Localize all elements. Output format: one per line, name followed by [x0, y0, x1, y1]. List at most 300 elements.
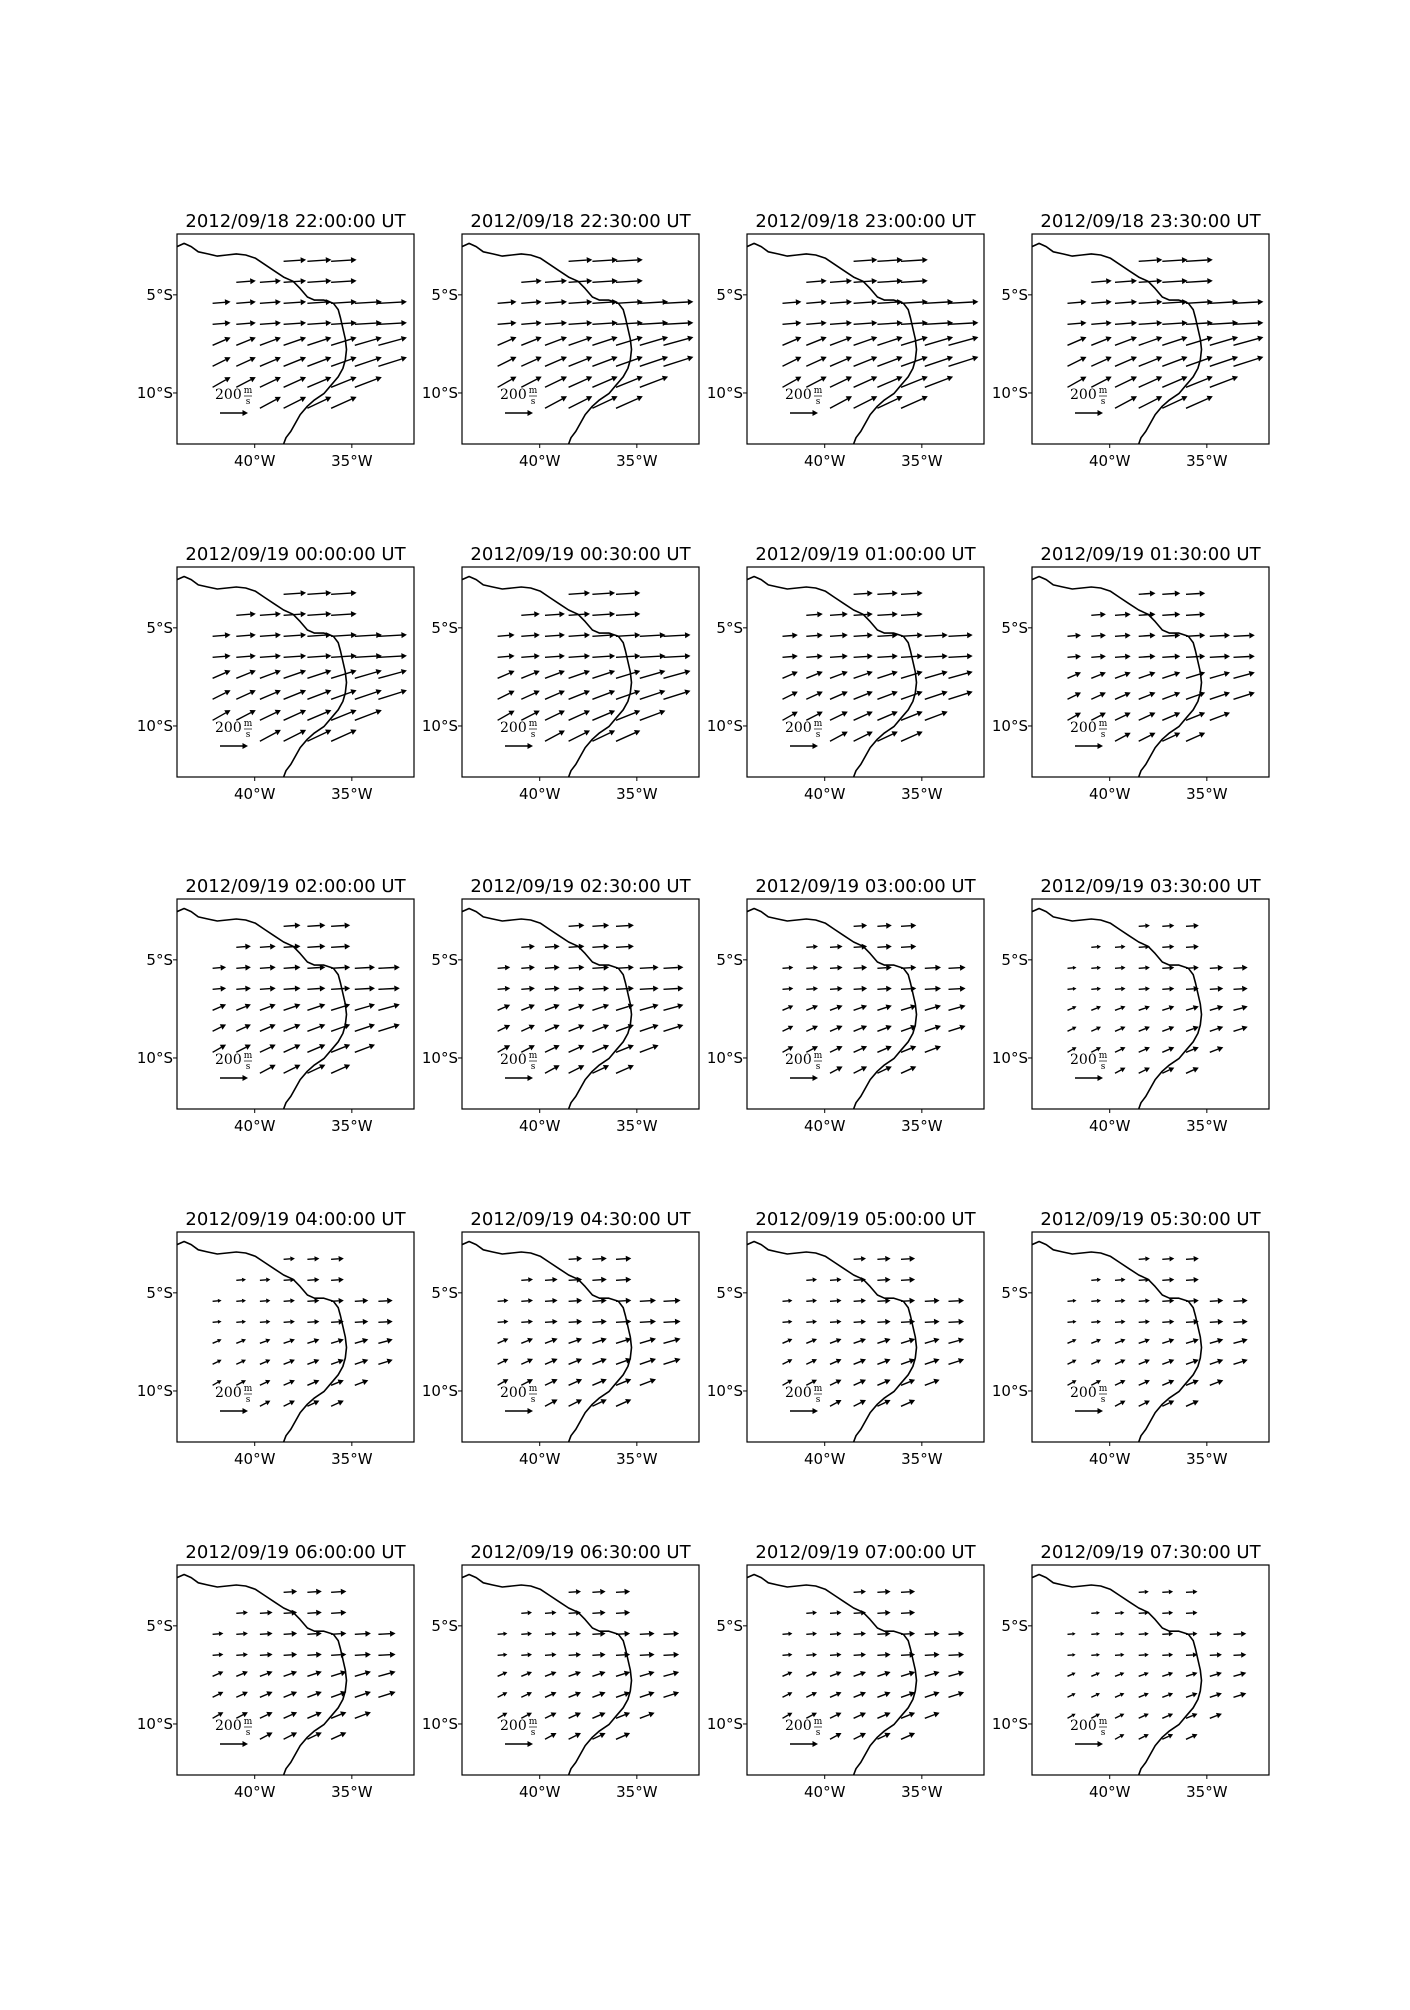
- wind-vector: [378, 336, 407, 345]
- wind-vector: [640, 1652, 655, 1658]
- x-tick-label: 35°W: [901, 1450, 943, 1468]
- wind-vector: [236, 320, 256, 326]
- wind-vector: [307, 1319, 319, 1324]
- wind-vector: [260, 653, 281, 659]
- wind-vector: [1186, 1298, 1199, 1304]
- wind-vector: [213, 670, 231, 678]
- reference-key: [215, 1717, 253, 1747]
- wind-vector: [1091, 356, 1111, 366]
- map-panel: [707, 876, 984, 1135]
- y-tick-label: 10°S: [706, 1048, 743, 1067]
- wind-vector: [1115, 336, 1137, 345]
- wind-vector: [1210, 1379, 1224, 1385]
- wind-vector: [854, 257, 878, 263]
- wind-vector: [569, 1256, 583, 1262]
- wind-vector: [877, 986, 891, 992]
- wind-vector: [378, 669, 407, 678]
- wind-vector: [569, 1338, 583, 1344]
- wind-vector: [569, 670, 590, 678]
- reference-unit-numerator: m: [243, 719, 253, 729]
- wind-vector: [1186, 320, 1213, 326]
- reference-unit-denominator: s: [1100, 1062, 1106, 1072]
- wind-vector: [1234, 356, 1264, 367]
- x-tick-label: 40°W: [1088, 1450, 1131, 1468]
- reference-key: [500, 1717, 538, 1747]
- wind-vector: [545, 690, 565, 699]
- wind-vector: [1210, 320, 1238, 326]
- wind-vector: [355, 299, 382, 305]
- reference-value: 200: [1070, 720, 1097, 736]
- wind-vector: [901, 1589, 915, 1595]
- wind-vector: [1234, 965, 1248, 971]
- wind-vector: [307, 653, 331, 659]
- x-tick-label: 35°W: [901, 1783, 943, 1801]
- wind-vector: [877, 1359, 890, 1365]
- wind-vector: [640, 670, 666, 679]
- reference-key: [1070, 1051, 1108, 1081]
- wind-vector: [664, 1024, 684, 1032]
- y-tick-label: 10°S: [136, 716, 173, 735]
- wind-vector: [783, 337, 802, 346]
- y-tick-label: 5°S: [716, 618, 743, 637]
- coastline: [747, 1575, 917, 1776]
- wind-vector: [284, 944, 301, 950]
- x-tick-label: 40°W: [803, 1783, 846, 1801]
- wind-vector: [640, 710, 666, 721]
- wind-vector: [331, 669, 357, 678]
- reference-unit-denominator: s: [530, 1395, 536, 1405]
- y-tick-label: 10°S: [421, 1048, 458, 1067]
- wind-vector: [1139, 1653, 1149, 1657]
- wind-vector: [830, 986, 843, 992]
- wind-vector: [1091, 320, 1111, 326]
- reference-unit-denominator: s: [1100, 1728, 1106, 1738]
- wind-vector: [521, 1277, 533, 1282]
- map-panel: [707, 1542, 984, 1801]
- wind-vector: [877, 691, 897, 700]
- wind-vector: [830, 396, 852, 408]
- reference-key: [500, 1051, 538, 1081]
- wind-vector: [378, 632, 407, 638]
- wind-vector: [925, 632, 948, 638]
- wind-vector: [1162, 1359, 1174, 1364]
- wind-vector: [854, 1025, 868, 1031]
- wind-vector: [925, 965, 941, 971]
- wind-vector: [260, 730, 281, 741]
- wind-vector: [783, 1632, 793, 1636]
- wind-vector: [355, 1359, 369, 1365]
- wind-vector: [284, 299, 307, 305]
- wind-vector: [1115, 278, 1137, 284]
- wind-vector: [236, 1299, 246, 1303]
- map-panel: [707, 1209, 984, 1468]
- wind-vector: [355, 376, 382, 387]
- wind-vector: [1234, 1319, 1248, 1325]
- panel-title: 2012/09/19 07:30:00 UT: [1040, 1542, 1261, 1563]
- wind-vector: [854, 1066, 868, 1073]
- wind-vector: [830, 1298, 842, 1303]
- wind-vector: [307, 611, 331, 617]
- wind-vector: [925, 320, 953, 326]
- wind-vector: [498, 1653, 508, 1657]
- panel-title: 2012/09/19 02:30:00 UT: [470, 876, 691, 897]
- wind-vector: [569, 1024, 585, 1031]
- wind-vector: [498, 1319, 509, 1324]
- wind-vector: [569, 1692, 581, 1698]
- reference-arrow: [1075, 743, 1103, 749]
- coastline: [462, 909, 632, 1110]
- wind-vector: [521, 278, 541, 284]
- y-tick-label: 10°S: [991, 1048, 1028, 1067]
- wind-vector: [236, 299, 256, 305]
- wind-vector: [378, 1670, 395, 1676]
- panel-title: 2012/09/19 06:30:00 UT: [470, 1542, 691, 1563]
- wind-vector: [806, 1277, 817, 1282]
- wind-vector: [284, 1298, 295, 1303]
- wind-vector: [569, 257, 593, 263]
- wind-vector: [1234, 299, 1264, 305]
- wind-vector: [521, 1671, 532, 1676]
- wind-vector: [307, 1652, 321, 1658]
- wind-vector: [592, 1338, 606, 1344]
- reference-value: 200: [500, 1052, 527, 1068]
- reference-unit-numerator: m: [528, 1384, 538, 1394]
- reference-key: [785, 386, 823, 416]
- wind-vector: [307, 278, 331, 284]
- wind-vector: [783, 320, 802, 326]
- y-tick-label: 5°S: [146, 618, 173, 637]
- wind-vector: [569, 1589, 581, 1594]
- wind-vector: [901, 965, 916, 971]
- panel-title: 2012/09/19 03:30:00 UT: [1040, 876, 1261, 897]
- panel-title: 2012/09/18 22:00:00 UT: [185, 211, 406, 232]
- wind-vector: [1186, 1277, 1199, 1283]
- wind-vector: [1210, 1026, 1224, 1032]
- wind-vector: [592, 1671, 605, 1677]
- x-tick-label: 35°W: [1186, 1783, 1228, 1801]
- wind-vector: [640, 1024, 659, 1031]
- wind-vector: [949, 299, 979, 305]
- wind-vector: [1139, 1380, 1150, 1386]
- wind-vector: [545, 1652, 557, 1657]
- wind-vector: [1068, 1693, 1076, 1697]
- wind-vector: [1162, 1026, 1174, 1031]
- y-tick-label: 5°S: [716, 1616, 743, 1635]
- reference-arrow: [220, 743, 248, 749]
- wind-vector: [1091, 1339, 1101, 1344]
- wind-vector: [1210, 691, 1230, 699]
- wind-vector: [284, 1380, 295, 1386]
- wind-vector: [284, 1065, 301, 1074]
- wind-vector: [521, 320, 541, 326]
- wind-vector: [1115, 712, 1131, 720]
- wind-vector: [1115, 1611, 1124, 1615]
- wind-vector: [1210, 1713, 1222, 1718]
- wind-vector: [284, 590, 307, 596]
- wind-vector: [664, 1691, 680, 1697]
- wind-vector: [331, 611, 357, 617]
- wind-vector: [830, 691, 848, 699]
- wind-vector: [521, 1338, 533, 1343]
- wind-vector: [854, 1631, 866, 1636]
- wind-vector: [925, 1338, 940, 1344]
- wind-vector: [854, 1256, 866, 1261]
- wind-vector: [569, 632, 590, 638]
- wind-vector: [616, 923, 634, 929]
- coastline: [1032, 243, 1202, 444]
- wind-vector: [331, 1064, 350, 1073]
- wind-vector: [806, 671, 823, 678]
- wind-vector: [925, 1671, 940, 1677]
- wind-vector: [1068, 987, 1077, 991]
- wind-vector: [378, 1319, 392, 1325]
- wind-vector: [854, 671, 873, 679]
- wind-vector: [284, 1589, 298, 1595]
- reference-value: 200: [215, 1385, 242, 1401]
- wind-vector: [1210, 356, 1238, 367]
- wind-vector: [569, 1712, 581, 1718]
- wind-vector: [545, 1024, 560, 1031]
- wind-vector: [355, 1044, 375, 1053]
- wind-vector: [1186, 1256, 1199, 1262]
- wind-vector: [949, 1298, 965, 1304]
- x-tick-label: 40°W: [1088, 785, 1131, 803]
- wind-vector: [569, 944, 585, 950]
- wind-vector: [1234, 1671, 1247, 1677]
- wind-vector: [1091, 692, 1106, 699]
- wind-vector: [640, 376, 668, 388]
- x-tick-label: 40°W: [803, 1450, 846, 1468]
- panel-title: 2012/09/19 00:30:00 UT: [470, 544, 691, 565]
- y-tick-label: 10°S: [991, 716, 1028, 735]
- wind-vector: [592, 653, 615, 659]
- wind-vector: [355, 1298, 369, 1304]
- map-panel: [422, 876, 699, 1135]
- wind-vector: [498, 357, 517, 367]
- wind-vector: [498, 337, 517, 346]
- wind-vector: [569, 1399, 583, 1406]
- map-panel: [992, 876, 1269, 1135]
- wind-vector: [1210, 654, 1230, 660]
- wind-vector: [1068, 1632, 1076, 1636]
- wind-vector: [830, 632, 848, 638]
- wind-vector: [260, 1380, 271, 1385]
- wind-vector: [925, 986, 941, 992]
- wind-vector: [1162, 1672, 1173, 1677]
- wind-vector: [1139, 1256, 1150, 1261]
- wind-vector: [569, 1298, 583, 1304]
- panel-title: 2012/09/19 04:30:00 UT: [470, 1209, 691, 1230]
- reference-unit-denominator: s: [815, 730, 821, 740]
- wind-vector: [1068, 1299, 1077, 1303]
- map-frame: [747, 1232, 984, 1442]
- wind-vector: [284, 1671, 298, 1677]
- wind-vector: [355, 320, 382, 326]
- wind-vector: [331, 1338, 344, 1344]
- wind-vector: [877, 1712, 890, 1718]
- wind-vector: [854, 1671, 866, 1676]
- wind-vector: [830, 278, 852, 284]
- wind-vector: [1139, 633, 1156, 639]
- x-tick-label: 40°W: [1088, 1783, 1131, 1801]
- map-frame: [462, 899, 699, 1109]
- panel-title: 2012/09/19 05:30:00 UT: [1040, 1209, 1261, 1230]
- wind-vector: [1115, 612, 1131, 618]
- x-tick-label: 40°W: [233, 1450, 276, 1468]
- wind-vector: [830, 1733, 842, 1739]
- wind-vector: [569, 965, 585, 971]
- wind-vector: [1115, 1632, 1124, 1636]
- wind-vector: [331, 320, 357, 326]
- wind-vector: [877, 1319, 890, 1325]
- wind-vector: [925, 691, 948, 700]
- wind-vector: [830, 1712, 842, 1718]
- wind-vector: [284, 337, 307, 346]
- wind-vector: [1139, 1026, 1150, 1031]
- wind-vector: [545, 376, 567, 387]
- wind-vector: [284, 1044, 301, 1052]
- reference-arrow: [790, 1408, 818, 1414]
- wind-vector: [284, 923, 301, 929]
- wind-vector: [260, 1299, 271, 1304]
- wind-vector: [355, 1338, 369, 1344]
- wind-vector: [1234, 654, 1255, 660]
- wind-vector: [521, 299, 541, 305]
- wind-vector: [284, 1339, 295, 1344]
- y-tick-label: 10°S: [991, 1381, 1028, 1400]
- wind-vector: [236, 1360, 246, 1365]
- wind-vector: [664, 669, 691, 678]
- reference-unit-numerator: m: [528, 1717, 538, 1727]
- wind-vector: [569, 653, 590, 659]
- wind-vector: [901, 1066, 916, 1073]
- reference-unit-denominator: s: [1100, 1395, 1106, 1405]
- wind-vector: [284, 986, 301, 992]
- wind-vector: [616, 257, 643, 263]
- wind-vector: [213, 1671, 224, 1676]
- reference-unit-denominator: s: [245, 1395, 251, 1405]
- wind-vector: [901, 1631, 915, 1637]
- wind-vector: [592, 1024, 609, 1031]
- wind-vector: [545, 710, 565, 720]
- reference-unit-numerator: m: [243, 1384, 253, 1394]
- y-tick-label: 10°S: [706, 716, 743, 735]
- map-panel: [137, 544, 414, 803]
- wind-vector: [521, 1652, 532, 1657]
- wind-vector: [1091, 1006, 1101, 1011]
- wind-vector: [1162, 986, 1174, 991]
- reference-arrow: [790, 1741, 818, 1747]
- wind-vector: [569, 1065, 585, 1073]
- wind-vector: [569, 1733, 581, 1740]
- wind-vector: [355, 1319, 369, 1325]
- x-tick-label: 35°W: [901, 1117, 943, 1135]
- wind-vector: [569, 1631, 581, 1636]
- wind-vector: [1210, 1672, 1222, 1677]
- wind-vector: [498, 1359, 509, 1365]
- wind-vector: [307, 1338, 319, 1343]
- reference-key: [215, 386, 253, 416]
- wind-vector: [355, 1023, 375, 1031]
- reference-value: 200: [215, 1052, 242, 1068]
- wind-vector: [854, 299, 878, 305]
- wind-vector: [569, 710, 590, 720]
- wind-vector: [521, 1025, 535, 1032]
- reference-arrow: [220, 410, 248, 416]
- wind-vector: [830, 653, 848, 659]
- wind-vector: [284, 1691, 298, 1697]
- coastline: [462, 243, 632, 444]
- wind-vector: [521, 1319, 533, 1324]
- wind-vector: [307, 590, 331, 596]
- wind-vector: [1115, 945, 1126, 950]
- wind-vector: [284, 257, 307, 263]
- wind-vector: [545, 1338, 558, 1344]
- coastline: [177, 1242, 347, 1443]
- wind-vector: [378, 986, 399, 992]
- wind-vector: [331, 1277, 344, 1283]
- wind-vector: [545, 611, 565, 617]
- wind-vector: [830, 611, 848, 617]
- reference-value: 200: [500, 1718, 527, 1734]
- wind-vector: [498, 299, 517, 305]
- wind-vector: [1162, 612, 1180, 618]
- wind-vector: [545, 1277, 558, 1283]
- y-tick-label: 5°S: [716, 285, 743, 304]
- x-tick-label: 40°W: [1088, 452, 1131, 470]
- wind-vector: [592, 923, 609, 929]
- wind-vector: [640, 320, 668, 326]
- wind-vector: [854, 1400, 866, 1407]
- reference-arrow: [1075, 1741, 1103, 1747]
- wind-vector: [307, 336, 331, 345]
- x-tick-label: 40°W: [1088, 1117, 1131, 1135]
- reference-value: 200: [785, 1718, 812, 1734]
- wind-vector: [1091, 672, 1106, 679]
- wind-vector: [1234, 1652, 1247, 1658]
- reference-unit-denominator: s: [1100, 397, 1106, 407]
- x-tick-label: 35°W: [1186, 785, 1228, 803]
- wind-vector: [806, 965, 818, 970]
- wind-vector: [1139, 336, 1163, 345]
- wind-vector: [545, 965, 560, 971]
- wind-vector: [1162, 356, 1187, 366]
- wind-vector: [260, 337, 281, 346]
- map-frame: [747, 899, 984, 1109]
- wind-vector: [236, 1024, 251, 1031]
- wind-vector: [569, 730, 590, 741]
- wind-vector: [1186, 1631, 1198, 1636]
- wind-vector: [877, 1652, 890, 1658]
- wind-vector: [925, 356, 953, 367]
- y-tick-label: 10°S: [136, 1381, 173, 1400]
- x-tick-label: 35°W: [901, 452, 943, 470]
- wind-vector: [1139, 356, 1163, 366]
- wind-vector: [949, 1004, 966, 1010]
- wind-vector: [592, 336, 617, 345]
- wind-vector: [949, 632, 973, 638]
- wind-vector: [640, 1004, 659, 1011]
- wind-vector: [854, 1338, 866, 1343]
- wind-vector: [592, 278, 617, 284]
- wind-vector: [806, 986, 818, 991]
- wind-vector: [213, 690, 231, 699]
- wind-vector: [592, 590, 615, 596]
- wind-vector: [592, 1319, 606, 1325]
- wind-vector: [806, 1631, 817, 1636]
- wind-vector: [1186, 692, 1205, 700]
- wind-vector: [1234, 1026, 1248, 1032]
